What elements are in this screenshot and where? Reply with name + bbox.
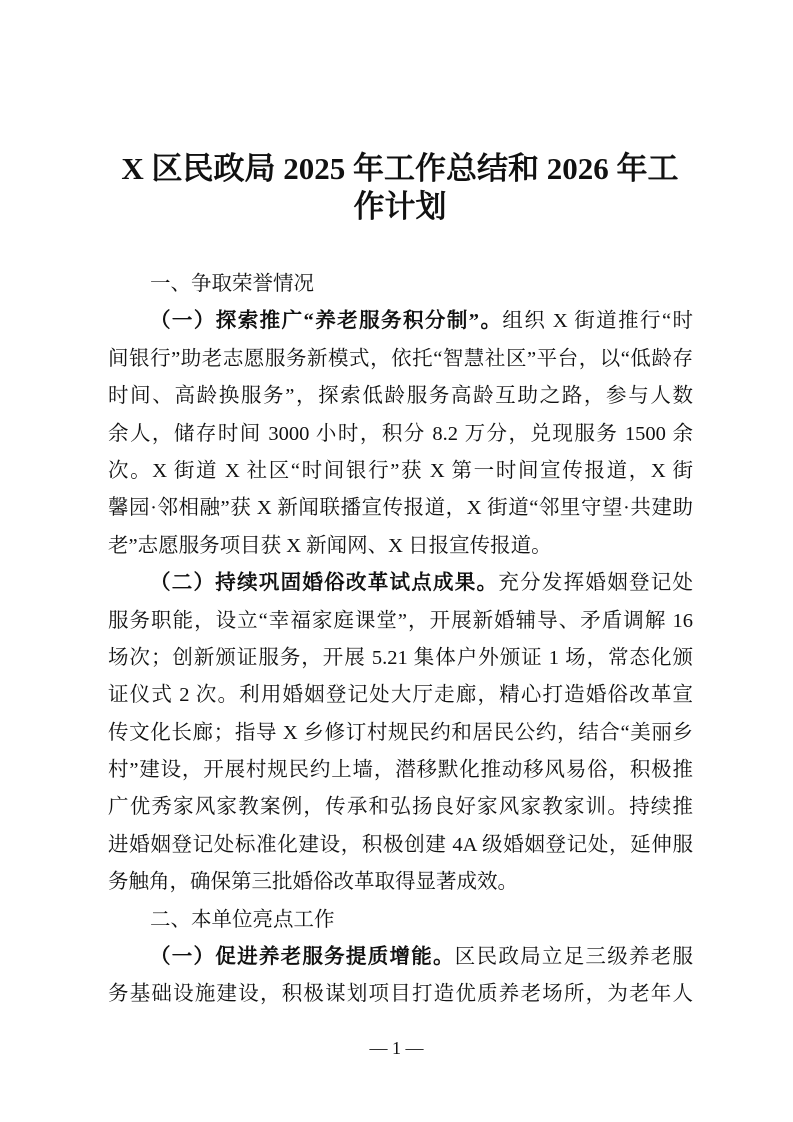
paragraph-line: 时间、高龄换服务”，探索低龄服务高龄互助之路，参与人数 <box>108 385 693 408</box>
paragraph-line: 证仪式 2 次。利用婚姻登记处大厅走廊，精心打造婚俗改革宣 <box>108 684 693 707</box>
document-body <box>108 266 693 1014</box>
paragraph-line: 村”建设，开展村规民约上墙，潜移默化推动移风易俗，积极推 <box>108 759 693 782</box>
paragraph-line <box>108 303 693 340</box>
paragraph-line: 间银行”助老志愿服务新模式，依托“智慧社区”平台，以“低龄存 <box>108 347 693 370</box>
section-heading: 一、争取荣誉情况 <box>150 273 314 295</box>
document-title <box>100 150 700 226</box>
paragraph-line: 场次；创新颁证服务，开展 5.21 集体户外颁证 1 场，常态化颁 <box>108 646 693 669</box>
page-number: — 1 — <box>369 1038 424 1058</box>
paragraph-line: 传文化长廊；指导 X 乡修订村规民约和居民公约，结合“美丽乡 <box>108 721 693 744</box>
paragraph-lead: （一）探索推广“养老服务积分制”。 <box>150 310 503 333</box>
paragraph-line <box>108 939 693 976</box>
line-text: 充分发挥婚姻登记处 <box>498 572 693 595</box>
paragraph-lead: （二）持续巩固婚俗改革试点成果。 <box>150 572 499 595</box>
paragraph-line: 广优秀家风家教案例，传承和弘扬良好家风家教家训。持续推 <box>108 796 693 819</box>
paragraph-line <box>108 565 693 602</box>
paragraph-line: 务触角，确保第三批婚俗改革取得显著成效。 <box>108 871 518 894</box>
paragraph-lead: （一）促进养老服务提质增能。 <box>150 946 455 969</box>
paragraph-line: 老”志愿服务项目获 X 新闻网、X 日报宣传报道。 <box>108 534 552 557</box>
line-text: 区民政局立足三级养老服 <box>454 946 693 969</box>
section-heading: 二、本单位亮点工作 <box>150 908 335 931</box>
paragraph-line: 进婚姻登记处标准化建设，积极创建 4A 级婚姻登记处，延伸服 <box>108 833 693 856</box>
title-line-1: X 区民政局 2025 年工作总结和 2026 年工 <box>121 151 679 186</box>
paragraph-line: 服务职能，设立“幸福家庭课堂”，开展新婚辅导、矛盾调解 16 <box>108 609 693 632</box>
title-line-2: 作计划 <box>353 189 447 224</box>
paragraph-line: 次。X 街道 X 社区“时间银行”获 X 第一时间宣传报道，X 街 <box>108 459 693 482</box>
paragraph-line: 馨园·邻相融”获 X 新闻联播宣传报道，X 街道“邻里守望·共建助 <box>108 497 693 520</box>
paragraph-line: 余人，储存时间 3000 小时，积分 8.2 万分，兑现服务 1500 余 <box>108 422 693 445</box>
line-text: 组织 X 街道推行“时 <box>502 310 693 333</box>
paragraph-line: 务基础设施建设，积极谋划项目打造优质养老场所，为老年人 <box>108 983 693 1006</box>
